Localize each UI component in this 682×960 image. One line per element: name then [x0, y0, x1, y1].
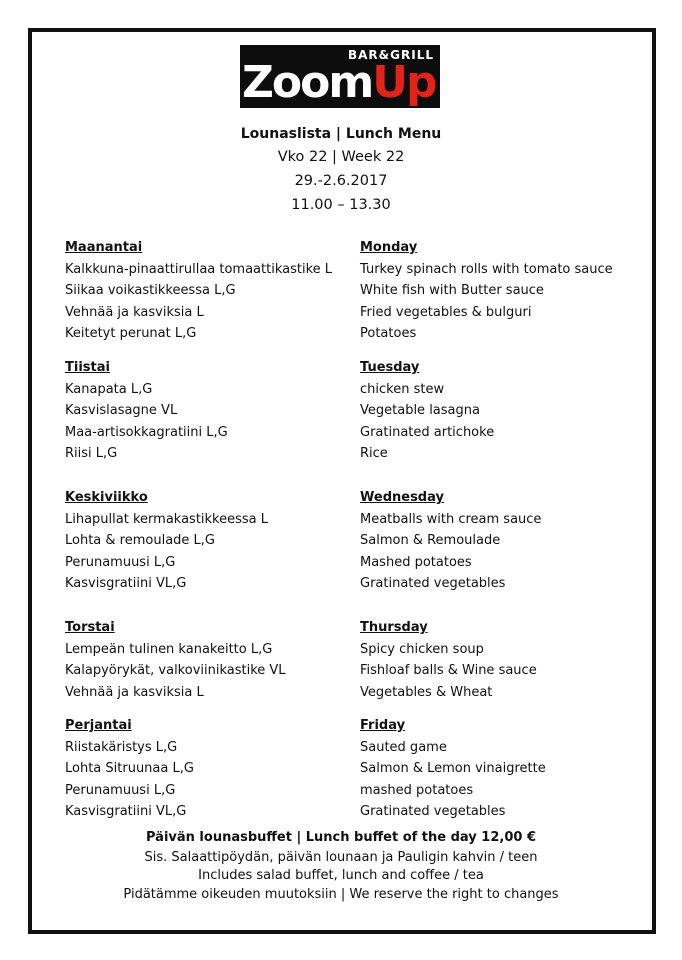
menu-item-fi: Vehnää ja kasviksia L	[65, 304, 204, 320]
notice: Pidätämme oikeuden muutoksiin | We reserve the right to changes	[123, 887, 559, 902]
menu-item-en: chicken stew	[360, 381, 445, 397]
day-heading-fi: Torstai	[65, 620, 115, 635]
menu-item-en: Spicy chicken soup	[360, 641, 484, 657]
menu-item-fi: Siikaa voikastikkeessa L,G	[65, 283, 236, 299]
menu-item-en: Vegetable lasagna	[360, 403, 480, 419]
menu-item-en: mashed potatoes	[360, 782, 474, 798]
menu-item-fi: Perunamuusi L,G	[65, 782, 176, 798]
day-heading-en: Thursday	[360, 620, 428, 635]
menu-item-fi: Kasvislasagne VL	[65, 403, 178, 419]
day-heading-fi: Perjantai	[65, 718, 132, 733]
menu-item-en: Meatballs with cream sauce	[360, 511, 542, 527]
day-heading-fi: Tiistai	[65, 360, 110, 375]
menu-item-en: Salmon & Lemon vinaigrette	[360, 761, 546, 777]
menu-item-en: Rice	[360, 446, 388, 462]
menu-item-fi: Kanapata L,G	[65, 381, 153, 397]
menu-item-en: Gratinated vegetables	[360, 576, 506, 592]
menu-item-fi: Keitetyt perunat L,G	[65, 326, 197, 342]
menu-item-en: White fish with Butter sauce	[360, 283, 544, 299]
menu-item-en: Vegetables & Wheat	[360, 684, 493, 700]
menu-item-fi: Lohta & remoulade L,G	[65, 533, 215, 549]
logo-zoom: Zoom	[242, 57, 373, 108]
menu-item-en: Gratinated vegetables	[360, 804, 506, 820]
menu-item-fi: Kalapyörykät, valkoviinikastike VL	[65, 663, 286, 679]
logo-wordmark	[242, 57, 435, 108]
menu-item-en: Turkey spinach rolls with tomato sauce	[360, 261, 613, 277]
menu-item-en: Potatoes	[360, 326, 417, 342]
day-heading-en: Tuesday	[360, 360, 420, 375]
menu-item-en: Gratinated artichoke	[360, 424, 495, 440]
day-heading-en: Friday	[360, 718, 406, 733]
includes-fi: Sis. Salaattipöydän, päivän lounaan ja Pauligin kahvin / teen	[144, 850, 538, 865]
day-heading-en: Monday	[360, 240, 418, 255]
menu-dates: 29.-2.6.2017	[294, 173, 388, 189]
logo-up: Up	[372, 57, 436, 108]
day-heading-en: Wednesday	[360, 490, 444, 505]
menu-title: Lounaslista | Lunch Menu	[240, 126, 442, 142]
zoomup-logo	[240, 45, 440, 108]
menu-item-en: Fishloaf balls & Wine sauce	[360, 663, 537, 679]
menu-item-fi: Vehnää ja kasviksia L	[65, 684, 204, 700]
day-heading-fi: Maanantai	[65, 240, 143, 255]
logo-bar-grill: BAR&GRILL	[348, 48, 434, 62]
menu-time: 11.00 – 13.30	[291, 197, 391, 213]
menu-item-fi: Lempeän tulinen kanakeitto L,G	[65, 641, 273, 657]
menu-item-fi: Riisi L,G	[65, 446, 118, 462]
menu-item-fi: Maa-artisokkagratiini L,G	[65, 424, 228, 440]
day-heading-fi: Keskiviikko	[65, 490, 148, 505]
includes-en: Includes salad buffet, lunch and coffee / tea	[198, 868, 484, 883]
menu-item-fi: Perunamuusi L,G	[65, 554, 176, 570]
buffet-price: Päivän lounasbuffet | Lunch buffet of the day 12,00 €	[146, 830, 536, 845]
menu-item-fi: Kalkkuna-pinaattirullaa tomaattikastike L	[65, 261, 333, 277]
menu-item-fi: Kasvisgratiini VL,G	[65, 804, 187, 820]
menu-item-fi: Kasvisgratiini VL,G	[65, 576, 187, 592]
menu-item-en: Salmon & Remoulade	[360, 533, 501, 549]
menu-item-en: Fried vegetables & bulguri	[360, 304, 532, 320]
menu-item-en: Mashed potatoes	[360, 554, 472, 570]
menu-item-fi: Lihapullat kermakastikkeessa L	[65, 511, 269, 527]
menu-week: Vko 22 | Week 22	[277, 149, 405, 165]
menu-item-en: Sauted game	[360, 739, 447, 755]
menu-item-fi: Riistakäristys L,G	[65, 739, 178, 755]
menu-item-fi: Lohta Sitruunaa L,G	[65, 761, 194, 777]
